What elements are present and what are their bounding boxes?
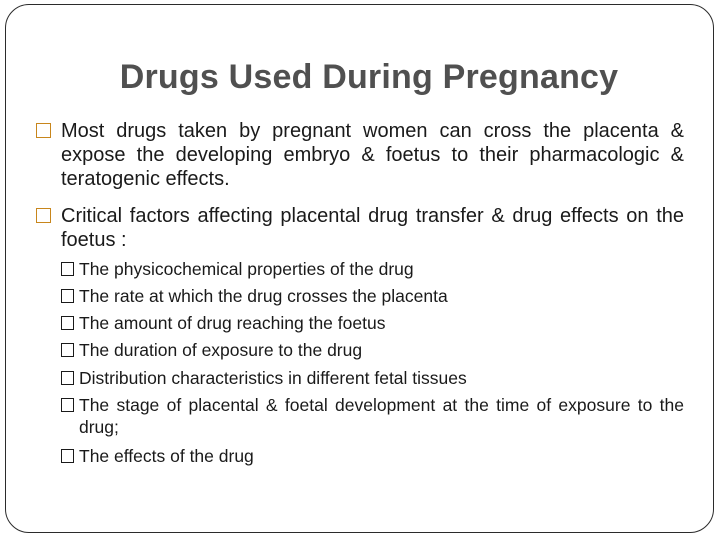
sub-bullet-text: The physicochemical properties of the drug — [79, 259, 414, 279]
sub-bullet-text: Distribution characteristics in different fetal tissues — [79, 368, 467, 388]
sub-bullet-4 — [61, 339, 684, 361]
sub-bullet-6 — [61, 394, 684, 438]
bullet-main-1 — [36, 119, 684, 191]
sub-bullet-2 — [61, 285, 684, 307]
sub-bullet-5 — [61, 367, 684, 389]
bullet-box-icon — [36, 123, 51, 138]
bullet-main-2 — [36, 204, 684, 252]
slide-title: Drugs Used During Pregnancy — [119, 58, 619, 96]
sub-bullet-box-icon — [61, 343, 74, 357]
sub-bullet-box-icon — [61, 289, 74, 303]
sub-bullet-box-icon — [61, 449, 74, 463]
sub-bullet-box-icon — [61, 316, 74, 330]
sub-bullet-text: The duration of exposure to the drug — [79, 340, 363, 360]
sub-bullet-box-icon — [61, 262, 74, 276]
sub-bullet-1 — [61, 258, 684, 280]
sub-bullet-text: The stage of placental & foetal development at the time of exposure to the drug; — [79, 395, 684, 437]
bullet-text: Most drugs taken by pregnant women can cross the placenta & expose the developing embryo & foetus to their pharmacologic & teratogenic effects. — [61, 120, 684, 190]
sub-bullet-box-icon — [61, 371, 74, 385]
sub-bullet-3 — [61, 312, 684, 334]
sub-bullet-text: The effects of the drug — [79, 446, 254, 466]
sub-bullet-text: The rate at which the drug crosses the placenta — [79, 286, 448, 306]
sub-bullet-text: The amount of drug reaching the foetus — [79, 313, 386, 333]
sub-bullet-7 — [61, 445, 684, 467]
bullet-text: Critical factors affecting placental drug transfer & drug effects on the foetus : — [61, 205, 684, 251]
sub-bullet-box-icon — [61, 398, 74, 412]
bullet-box-icon — [36, 208, 51, 223]
